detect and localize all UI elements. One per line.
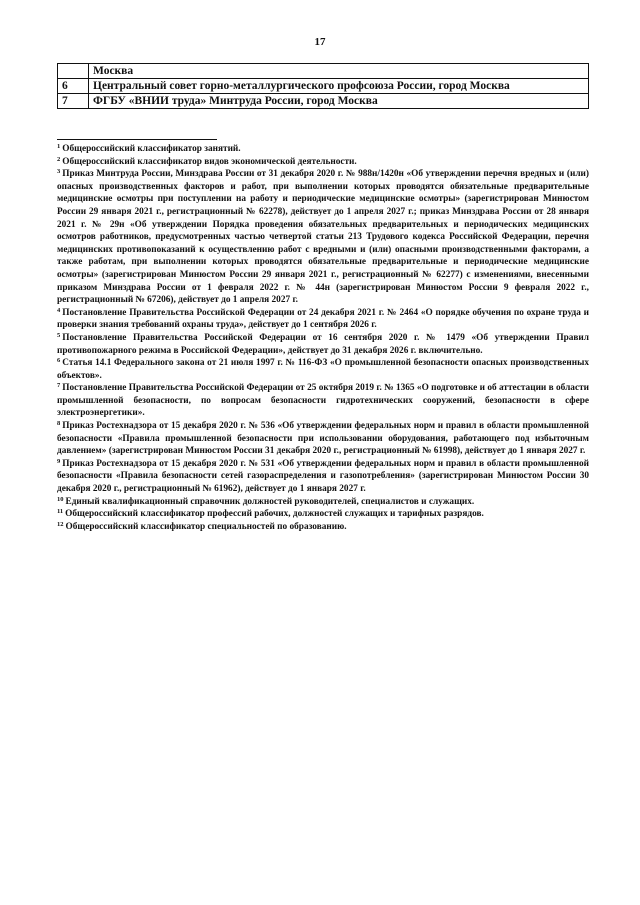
page-number: 17 [314,36,326,48]
footnote-mark: 11 [57,508,64,516]
footnote-text: Общероссийский классификатор занятий. [62,144,241,154]
footnote-mark: 5 [57,331,61,339]
footnote-mark: 6 [57,357,61,365]
organization-name: ФГБУ «ВНИИ труда» Минтруда России, город Москва [89,94,589,109]
row-number [58,64,89,79]
footnote-mark: 4 [57,306,61,314]
organizations-table [57,63,589,109]
organization-name: Москва [89,64,589,79]
footnote-11 [57,508,589,521]
footnote-mark: 12 [57,520,64,528]
footnote-text: Общероссийский классификатор видов экономической деятельности. [62,156,357,167]
footnote-2 [57,156,589,169]
organization-name: Центральный совет горно-металлургического профсоюза России, город Москва [89,79,589,94]
footnote-7 [57,382,589,420]
footnote-mark: 7 [57,382,61,390]
footnote-mark: 8 [57,420,61,428]
footnote-text: Приказ Минтруда России, Минздрава России от 31 декабря 2020 г. № 988н/1420н «Об утверждении перечня вредных и (или) опасных производственных факторов и работ, при выполнении которых проводятся обязательные предварительные медицинские осмотры при поступлении на работу и периодические медицинские осмотры» (зарегистрирован Минюстом России 29 января 2021 г., регистрационный № 62278), действует до 1 апреля 2027 г.; приказ Минздрава России от 28 января 2021 г. № 29н «Об утверждении Порядка проведения обязательных предварительных и периодических медицинских осмотров работников, предусмотренных частью четвертой статьи 213 Трудового кодекса Российской Федерации, перечня медицинских противопоказаний к осуществлению работ с вредными и (или) опасными производственными факторами, а также работам, при выполнении которых проводятся обязательные предварительные и периодические медицинские осмотры» (зарегистрирован Минюстом России 29 января 2021 г., регистрационный № 62277) с изменениями, внесенными приказом Минздрава России от 1 февраля 2022 г. № 44н (зарегистрирован Минюстом России 9 февраля 2022 г., регистрационный № 67206), действует до 1 апреля 2027 г. [57,169,589,306]
footnote-text: Постановление Правительства Российской Федерации от 16 сентября 2020 г. № 1479 «Об утверждении Правил противопожарного режима в Российской Федерации», действует до 31 декабря 2026 г. включительно. [57,332,589,356]
footnote-mark: 2 [57,155,61,163]
row-number: 7 [58,94,89,109]
row-number: 6 [58,79,89,94]
footnote-mark: 1 [57,143,61,150]
footnote-mark: 9 [57,457,61,465]
footnote-1 [57,143,589,156]
footnote-mark: 10 [57,495,64,503]
table-row [58,79,589,94]
footnote-text: Общероссийский классификатор профессий рабочих, должностей служащих и тарифных разрядов. [65,509,484,520]
footnote-6 [57,357,589,382]
footnote-text: Единый квалификационный справочник должностей руководителей, специалистов и служащих. [65,496,475,507]
footnote-12 [57,521,589,534]
footnote-text: Приказ Ростехнадзора от 15 декабря 2020 г. № 531 «Об утверждении федеральных норм и правил в области промышленной безопасности «Правила безопасности сетей газораспределения и газопотребления» (зарегистрирован Минюстом России 30 декабря 2020 г., регистрационный № 61962), действует до 1 января 2027 г. [57,458,589,495]
footnotes [57,143,589,533]
footnote-text: Статья 14.1 Федерального закона от 21 июля 1997 г. № 116-ФЗ «О промышленной безопасности опасных производственных объектов». [57,358,589,381]
footnote-text: Общероссийский классификатор специальностей по образованию. [65,521,347,532]
footnote-10 [57,496,589,509]
footnote-text: Постановление Правительства Российской Федерации от 25 октября 2019 г. № 1365 «О подготовке и об аттестации в области промышленной безопасности, по вопросам безопасности гидротехнических сооружений, безопасности в сфере электроэнергетики». [57,383,589,419]
footnote-8 [57,420,589,458]
footnote-3 [57,168,589,307]
footnote-text: Постановление Правительства Российской Федерации от 24 декабря 2021 г. № 2464 «О порядке обучения по охране труда и проверки знания требований охраны труда», действует до 1 сентября 2026 г. [57,307,589,331]
footnote-mark: 3 [57,168,61,176]
footnote-text: Приказ Ростехнадзора от 15 декабря 2020 г. № 536 «Об утверждении федеральных норм и правил в области промышленной безопасности «Правила промышленной безопасности при использовании оборудования, работающего под избыточным давлением» (зарегистрирован Минюстом России 31 декабря 2020 г., регистрационный № 61998), действует до 1 января 2027 г. [57,421,589,457]
table-row [58,94,589,109]
table-row [58,64,589,79]
footnote-4 [57,307,589,332]
footnote-5 [57,332,589,357]
footnote-separator [57,139,217,140]
footnote-9 [57,458,589,496]
